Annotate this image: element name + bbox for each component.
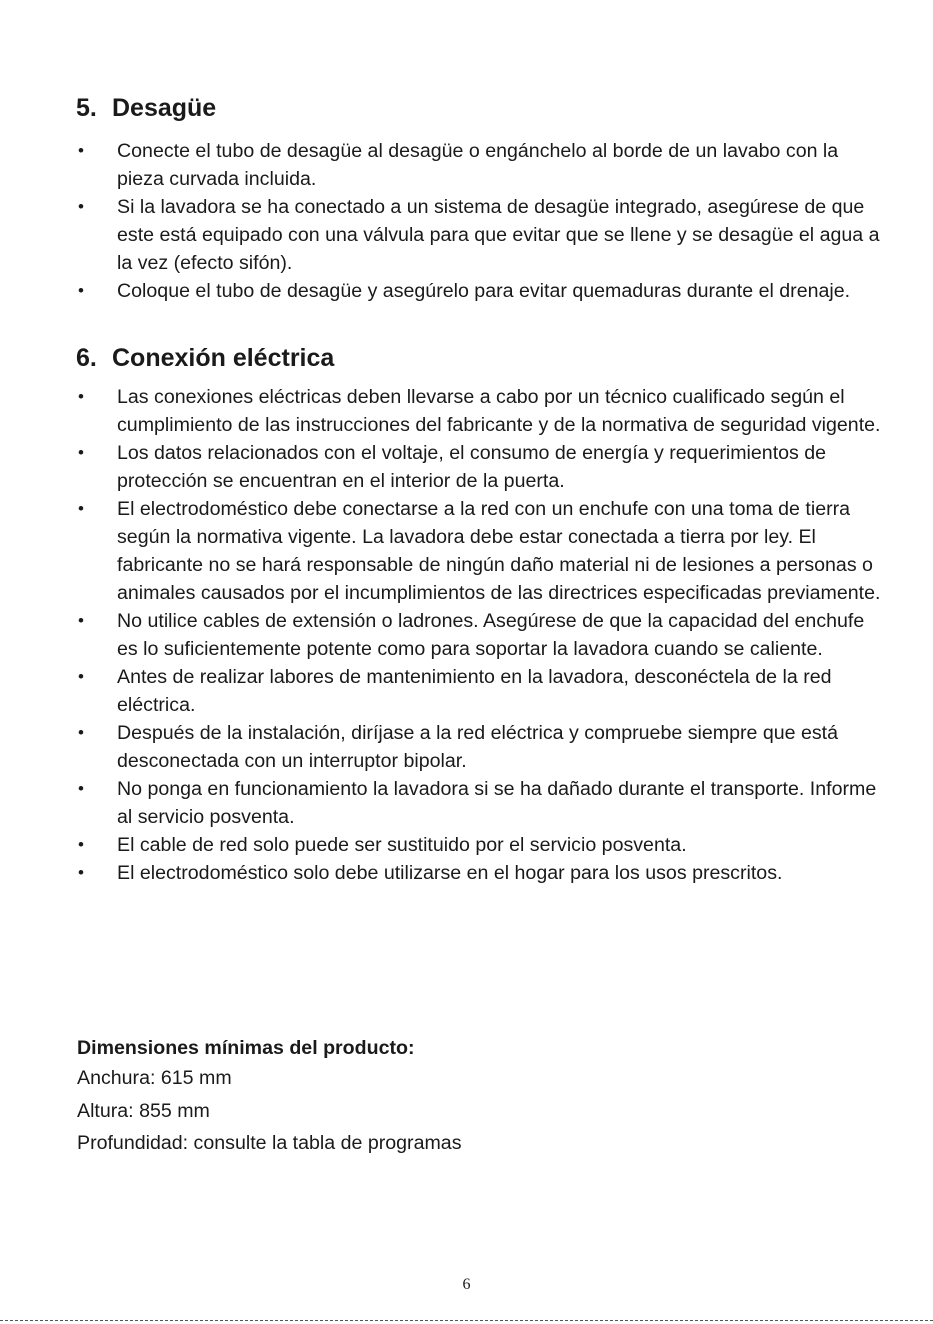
list-item: • El electrodoméstico solo debe utilizarse en el hogar para los usos prescritos. bbox=[0, 859, 933, 887]
list-item: • El electrodoméstico debe conectarse a la red con un enchufe con una toma de tierra según la normativa vigente. La lavadora debe estar conectada a tierra por ley. El fabricante no se hará responsable de ningún daño material ni de lesiones a personas o animales causados por el incumplimientos de las directrices especificadas previamente. bbox=[0, 495, 933, 607]
list-item: • Los datos relacionados con el voltaje, el consumo de energía y requerimientos de protección se encuentran en el interior de la puerta. bbox=[0, 439, 933, 495]
section-6-number: 6. bbox=[76, 344, 97, 372]
dimension-height: Altura: 855 mm bbox=[77, 1099, 210, 1122]
bullet-icon: • bbox=[78, 863, 84, 882]
bullet-icon: • bbox=[78, 197, 84, 216]
dimension-width: Anchura: 615 mm bbox=[77, 1067, 232, 1089]
bullet-icon: • bbox=[78, 611, 84, 630]
list-item: • No utilice cables de extensión o ladrones. Asegúrese de que la capacidad del enchufe es lo suficientemente potente como para soportar la lavadora cuando se caliente. bbox=[0, 607, 933, 663]
bullet-icon: • bbox=[78, 499, 84, 518]
list-item: • Las conexiones eléctricas deben llevarse a cabo por un técnico cualificado según el cumplimiento de las instrucciones del fabricante y de la normativa de seguridad vigente. bbox=[0, 383, 933, 439]
section-6-heading bbox=[76, 343, 334, 373]
section-6-title: Conexión eléctrica bbox=[112, 344, 335, 372]
list-item: • Conecte el tubo de desagüe al desagüe o engánchelo al borde de un lavabo con la pieza curvada incluida. bbox=[0, 137, 933, 193]
list-item: • El cable de red solo puede ser sustituido por el servicio posventa. bbox=[0, 831, 933, 859]
list-item: • Antes de realizar labores de mantenimiento en la lavadora, desconéctela de la red eléctrica. bbox=[0, 663, 933, 719]
dimensions-block bbox=[77, 1034, 462, 1160]
footer-divider bbox=[0, 1320, 933, 1321]
list-item: • Coloque el tubo de desagüe y asegúrelo para evitar quemaduras durante el drenaje. bbox=[0, 277, 933, 305]
bullet-icon: • bbox=[78, 779, 84, 798]
section-5-number: 5. bbox=[76, 94, 97, 122]
bullet-icon: • bbox=[78, 667, 84, 686]
dimensions-heading: Dimensiones mínimas del producto: bbox=[77, 1037, 415, 1059]
section-5-title: Desagüe bbox=[112, 94, 217, 122]
list-item: • Si la lavadora se ha conectado a un sistema de desagüe integrado, asegúrese de que este está equipado con una válvula para que evitar que se llene y se desagüe el agua a la vez (efecto sifón). bbox=[0, 193, 933, 277]
bullet-icon: • bbox=[78, 387, 84, 406]
dimension-depth: Profundidad: consulte la tabla de programas bbox=[77, 1132, 462, 1154]
list-item: • No ponga en funcionamiento la lavadora si se ha dañado durante el transporte. Informe al servicio posventa. bbox=[0, 775, 933, 831]
bullet-icon: • bbox=[78, 723, 84, 742]
bullet-icon: • bbox=[78, 443, 84, 462]
page-number: 6 bbox=[462, 1276, 471, 1293]
section-6-list bbox=[0, 383, 933, 887]
bullet-icon: • bbox=[78, 835, 84, 854]
section-5-heading bbox=[76, 93, 216, 123]
list-item: • Después de la instalación, diríjase a la red eléctrica y compruebe siempre que está desconectada con un interruptor bipolar. bbox=[0, 719, 933, 775]
bullet-icon: • bbox=[78, 281, 84, 300]
bullet-icon: • bbox=[78, 141, 84, 160]
section-5-list bbox=[0, 137, 933, 305]
